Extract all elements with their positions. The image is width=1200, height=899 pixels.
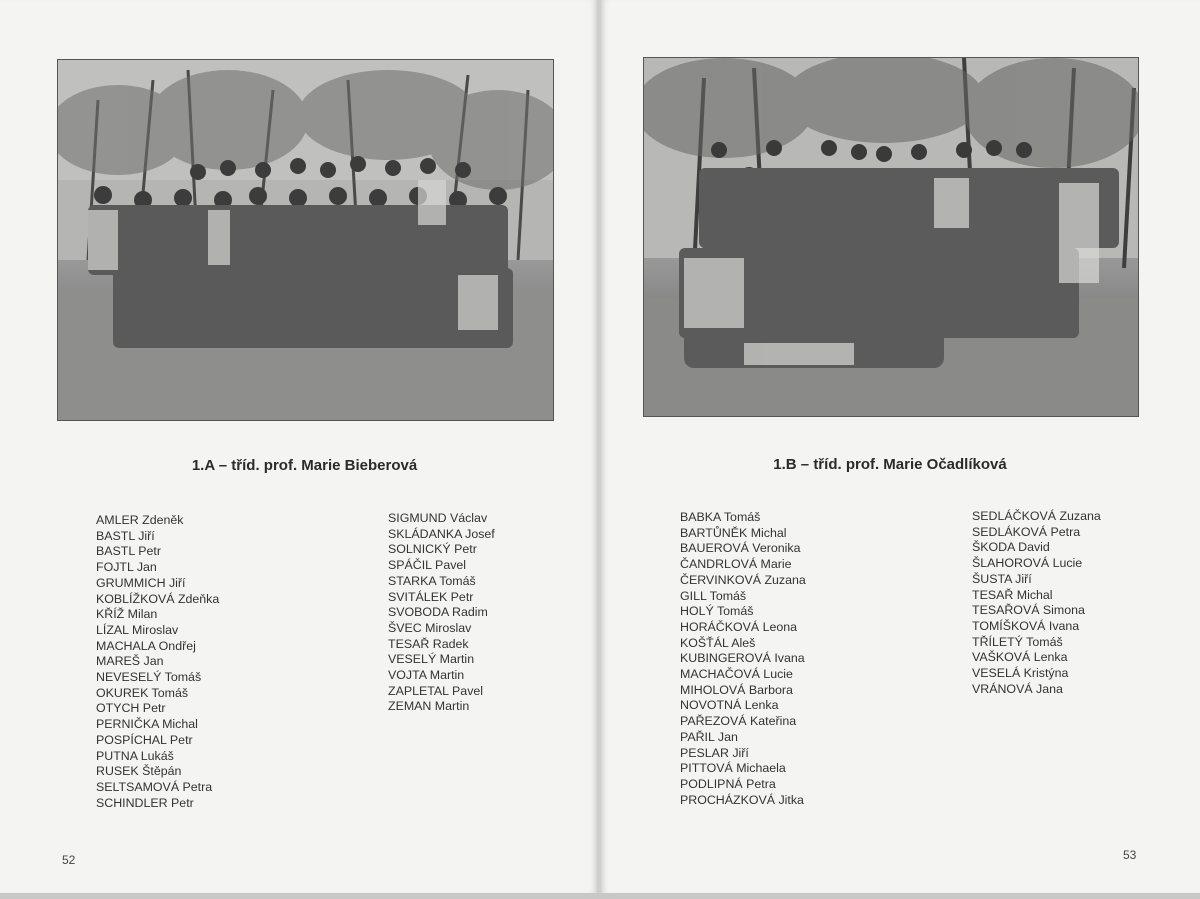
list-item: PERNIČKA Michal xyxy=(96,717,198,732)
list-item: ZAPLETAL Pavel xyxy=(388,683,484,698)
list-item: PAŘIL Jan xyxy=(680,729,738,744)
list-item: AMLER Zdeněk xyxy=(96,513,184,527)
list-item: ŠLAHOROVÁ Lucie xyxy=(972,556,1083,571)
list-item: PAŘEZOVÁ Kateřina xyxy=(680,714,797,729)
list-item: VRÁNOVÁ Jana xyxy=(972,681,1063,696)
list-item: SEDLÁČKOVÁ Zuzana xyxy=(972,509,1101,523)
list-item: BAUEROVÁ Veronika xyxy=(680,541,801,556)
list-item: SCHINDLER Petr xyxy=(96,795,194,810)
list-item: VESELÝ Martin xyxy=(388,652,475,667)
list-item: PODLIPNÁ Petra xyxy=(680,776,776,791)
list-item: TESAŘOVÁ Simona xyxy=(972,603,1085,618)
list-item: PUTNA Lukáš xyxy=(96,748,174,763)
list-item: HORÁČKOVÁ Leona xyxy=(680,619,798,634)
list-item: ČERVINKOVÁ Zuzana xyxy=(680,572,806,587)
list-item: KOŠŤÁL Aleš xyxy=(680,635,756,650)
list-item: SELTSAMOVÁ Petra xyxy=(96,779,213,794)
list-item: LÍZAL Miroslav xyxy=(96,622,179,637)
list-item: PROCHÁZKOVÁ Jitka xyxy=(680,792,804,807)
list-item: ŠVEC Miroslav xyxy=(388,620,472,635)
list-item: VESELÁ Kristýna xyxy=(972,666,1069,681)
left-page xyxy=(0,0,597,893)
list-item: KOBLÍŽKOVÁ Zdeňka xyxy=(96,591,220,606)
list-item: MACHAČOVÁ Lucie xyxy=(680,667,793,682)
list-item: SVOBODA Radim xyxy=(388,605,488,620)
list-item: TOMÍŠKOVÁ Ivana xyxy=(972,618,1080,633)
list-item: MACHALA Ondřej xyxy=(96,638,196,653)
list-item: VAŠKOVÁ Lenka xyxy=(972,650,1068,665)
list-item: KŘÍŽ Milan xyxy=(96,607,158,622)
list-item: SVITÁLEK Petr xyxy=(388,589,474,604)
list-item: GILL Tomáš xyxy=(680,588,747,603)
list-item: POSPÍCHAL Petr xyxy=(96,732,193,747)
list-item: SKLÁDANKA Josef xyxy=(388,526,495,541)
list-item: TESAŘ Radek xyxy=(388,636,469,651)
caption-1b: 1.B – tříd. prof. Marie Očadlíková xyxy=(773,456,1007,473)
list-item: HOLÝ Tomáš xyxy=(680,604,754,619)
list-item: MIHOLOVÁ Barbora xyxy=(680,682,793,697)
list-item: FOJTL Jan xyxy=(96,560,157,575)
page-number-left: 52 xyxy=(62,853,76,867)
list-item: RUSEK Štěpán xyxy=(96,764,182,779)
list-item: ČANDRLOVÁ Marie xyxy=(680,557,792,572)
list-item: OTYCH Petr xyxy=(96,701,166,716)
list-item: BABKA Tomáš xyxy=(680,510,761,524)
list-item: SIGMUND Václav xyxy=(388,511,488,525)
list-item: BASTL Jiří xyxy=(96,528,155,543)
list-item: SOLNICKÝ Petr xyxy=(388,542,477,557)
book-bottom-edge xyxy=(0,893,1200,899)
list-item: GRUMMICH Jiří xyxy=(96,575,186,590)
list-item: SEDLÁKOVÁ Petra xyxy=(972,524,1081,539)
list-item: NOVOTNÁ Lenka xyxy=(680,698,779,713)
list-item: ŠUSTA Jiří xyxy=(972,571,1032,586)
class-photo-1b-image xyxy=(644,58,1138,416)
list-item: NEVESELÝ Tomáš xyxy=(96,670,202,685)
list-item: BASTL Petr xyxy=(96,544,161,559)
class-photo-1b xyxy=(643,57,1139,417)
right-page xyxy=(601,0,1200,893)
list-item: ZEMAN Martin xyxy=(388,699,470,714)
list-item: KUBINGEROVÁ Ivana xyxy=(680,651,805,666)
list-item: ŠKODA David xyxy=(972,540,1050,555)
caption-1a: 1.A – tříd. prof. Marie Bieberová xyxy=(191,457,418,474)
names-1b-col2 xyxy=(972,509,1101,697)
list-item: SPÁČIL Pavel xyxy=(388,558,467,573)
names-1a-col2 xyxy=(388,511,495,715)
list-item: OKUREK Tomáš xyxy=(96,685,189,700)
names-1b-col1 xyxy=(680,510,806,808)
list-item: TESAŘ Michal xyxy=(972,587,1053,602)
page-number-right: 53 xyxy=(1123,848,1137,862)
class-photo-1a-image xyxy=(58,60,553,420)
list-item: PITTOVÁ Michaela xyxy=(680,761,786,776)
list-item: STARKA Tomáš xyxy=(388,573,476,588)
list-item: BARTŮNĚK Michal xyxy=(680,525,787,540)
class-photo-1a xyxy=(57,59,554,421)
list-item: MAREŠ Jan xyxy=(96,654,164,669)
list-item: PESLAR Jiří xyxy=(680,745,749,760)
list-item: VOJTA Martin xyxy=(388,668,465,683)
names-1a-col1 xyxy=(96,513,219,811)
list-item: TŘÍLETÝ Tomáš xyxy=(972,634,1063,649)
